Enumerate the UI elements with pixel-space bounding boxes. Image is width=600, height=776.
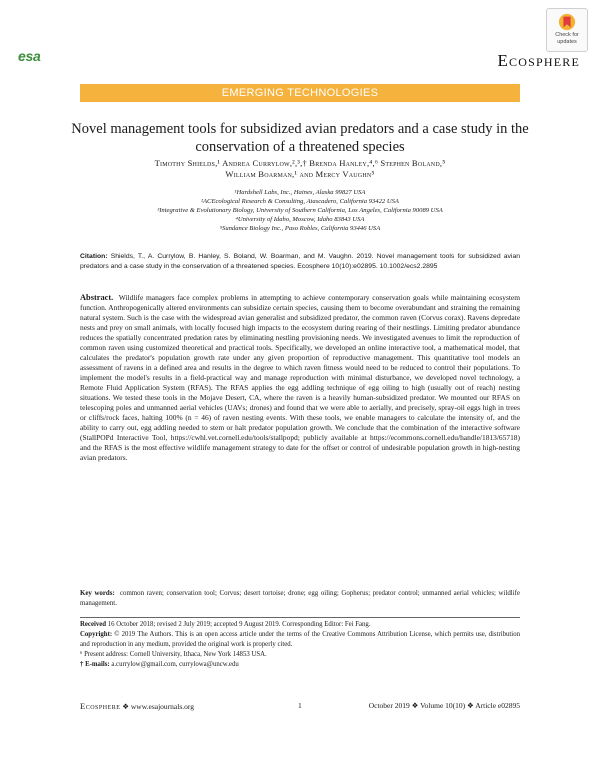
footer-website[interactable]: www.esajournals.org (130, 702, 194, 711)
keywords-label: Key words: (80, 590, 115, 597)
received-label: Received (80, 621, 107, 628)
check-for-updates-badge[interactable] (546, 8, 588, 52)
received-text: 16 October 2018; revised 2 July 2019; accepted 9 August 2019. Corresponding Editor: Fei Fang. (107, 621, 371, 628)
author-list (70, 158, 530, 180)
affiliation: ¹Hardshell Labs, Inc., Haines, Alaska 99827 USA (234, 189, 366, 196)
section-banner: EMERGING TECHNOLOGIES (80, 84, 520, 102)
badge-line-2: updates (557, 39, 577, 45)
citation-label: Citation: (80, 253, 108, 260)
affiliations (60, 189, 540, 234)
present-address: ⁶ Present address: Cornell University, Ithaca, New York 14853 USA. (80, 651, 267, 658)
article-title: Novel management tools for subsidized avian predators and a case study in the conservation of a threatened species (71, 121, 529, 155)
affiliation: ⁵Sundance Biology Inc., Paso Robles, California 93446 USA (219, 224, 381, 232)
footer-journal-name: Ecosphere (80, 701, 121, 711)
email-note (80, 660, 520, 670)
keywords (80, 589, 520, 609)
copyright-text: © 2019 The Authors. This is an open access article under the terms of the Creative Commons Attribution License, which permits use, distribution and reproduction in any medium, provided the original work is properly cited. (80, 631, 520, 648)
esa-logo: esa (18, 48, 41, 64)
abstract-text: Wildlife managers face complex problems in attempting to achieve contemporary conservation goals while maintaining ecosystem function. Anthropogenically altered environments can subsidize certain species, causing them to become overabundant and straining the remaining natural system. Such is the case with the widespread avian generalist and subsidized predator, the common raven (Corvus corax). Ravens depredate nests and prey on small animals, with locally focused high impacts to the ecosystem during rearing of their nestlings. Limiting predator abundance reduces the spatially concentrated predation rates by eliminating nestling provisioning needs. We investigated avenues to limit the reproduction of common raven using customized theoretical and practical tools. Specifically, we developed an online interactive tool, a mathematical model, that calculates the predator's population growth rate under any given proportion of reproductive management. This quantitative tool models an assessment of ravens in a defined area and results in the degree to which raven fitness would need to be reduced to control their populations. To implement the model's results in a field-practical way and manage reproduction with minimal disturbance, we developed novel technology, a Remote Fluid Application System (RFAS). The RFAS applies the egg addling technique of egg oiling to high (usually out of reach) nesting situations. We tested these tools in the Mojave Desert, CA, where the raven is a heavily human-subsidized predator. We mounted our RFAS on telescoping poles and unmanned aerial vehicles (UAVs; drones) and found that we were able to aerially, and precisely, spray-oil eggs high in trees or cliffs/rock faces, halting 100% (n = 46) of raven nesting events. With these tools, we enable managers to calculate the intensity of, and the ability to carry out, egg addling needed to stem or halt predator population growth. We conclude that the combination of the interactive software (StallPOPd Interactive Tool, https://cwhl.vet.cornell.edu/tools/stallpopd; publicly available at https://ecommons.cornell.edu/handle/1813/65718) and the RFAS is the most effective wildlife management strategy to date for the offset or control of undesirable population growth in high-nesting avian predators. (80, 293, 520, 462)
badge-line-1: Check for (555, 32, 579, 38)
citation (80, 252, 520, 272)
copyright-label: Copyright: (80, 631, 113, 638)
footer-issue: October 2019 ❖ Volume 10(10) ❖ Article e02895 (368, 701, 520, 710)
received-note (80, 620, 520, 630)
authors-line-1: Timothy Shields,¹ Andrea Currylow,²,³,† Brenda Hanley,⁴,⁶ Stephen Boland,⁵ (154, 158, 446, 168)
email-label: † E-mails: (80, 661, 110, 668)
bookmark-icon (558, 13, 576, 31)
footer-journal: Ecosphere ❖ www.esajournals.org (80, 701, 194, 711)
abstract (80, 293, 520, 463)
email-text[interactable]: a.currylow@gmail.com, currylowa@uncw.edu (111, 661, 239, 668)
journal-name: Ecosphere (497, 51, 580, 70)
keywords-text: common raven; conservation tool; Corvus; desert tortoise; drone; egg oiling; Gopherus; predator control; unmanned aerial vehicles; wildlife management. (80, 590, 520, 607)
footnotes (80, 620, 520, 670)
citation-text: Shields, T., A. Currylow, B. Hanley, S. Boland, W. Boarman, and M. Vaughn. 2019. Novel management tools for subsidized avian predators and a case study in the conservation of a threatened species. Ecosphere 10(10):e02895. 10.1002/ecs2.2895 (80, 253, 520, 270)
affiliation: ⁴University of Idaho, Moscow, Idaho 83843 USA (235, 215, 365, 223)
authors-line-2: William Boarman,¹ and Mercy Vaughn⁵ (225, 169, 375, 179)
page-footer (80, 701, 520, 713)
divider (80, 617, 520, 618)
abstract-label: Abstract. (80, 293, 114, 302)
page-number: 1 (298, 701, 302, 710)
affiliation: ²ACEcological Research & Consulting, Atascadero, California 93422 USA (201, 197, 399, 205)
copyright-note (80, 630, 520, 650)
affiliation: ³Integrative & Evolutionary Biology, University of Southern California, Los Angeles, California 90089 USA (157, 206, 443, 214)
